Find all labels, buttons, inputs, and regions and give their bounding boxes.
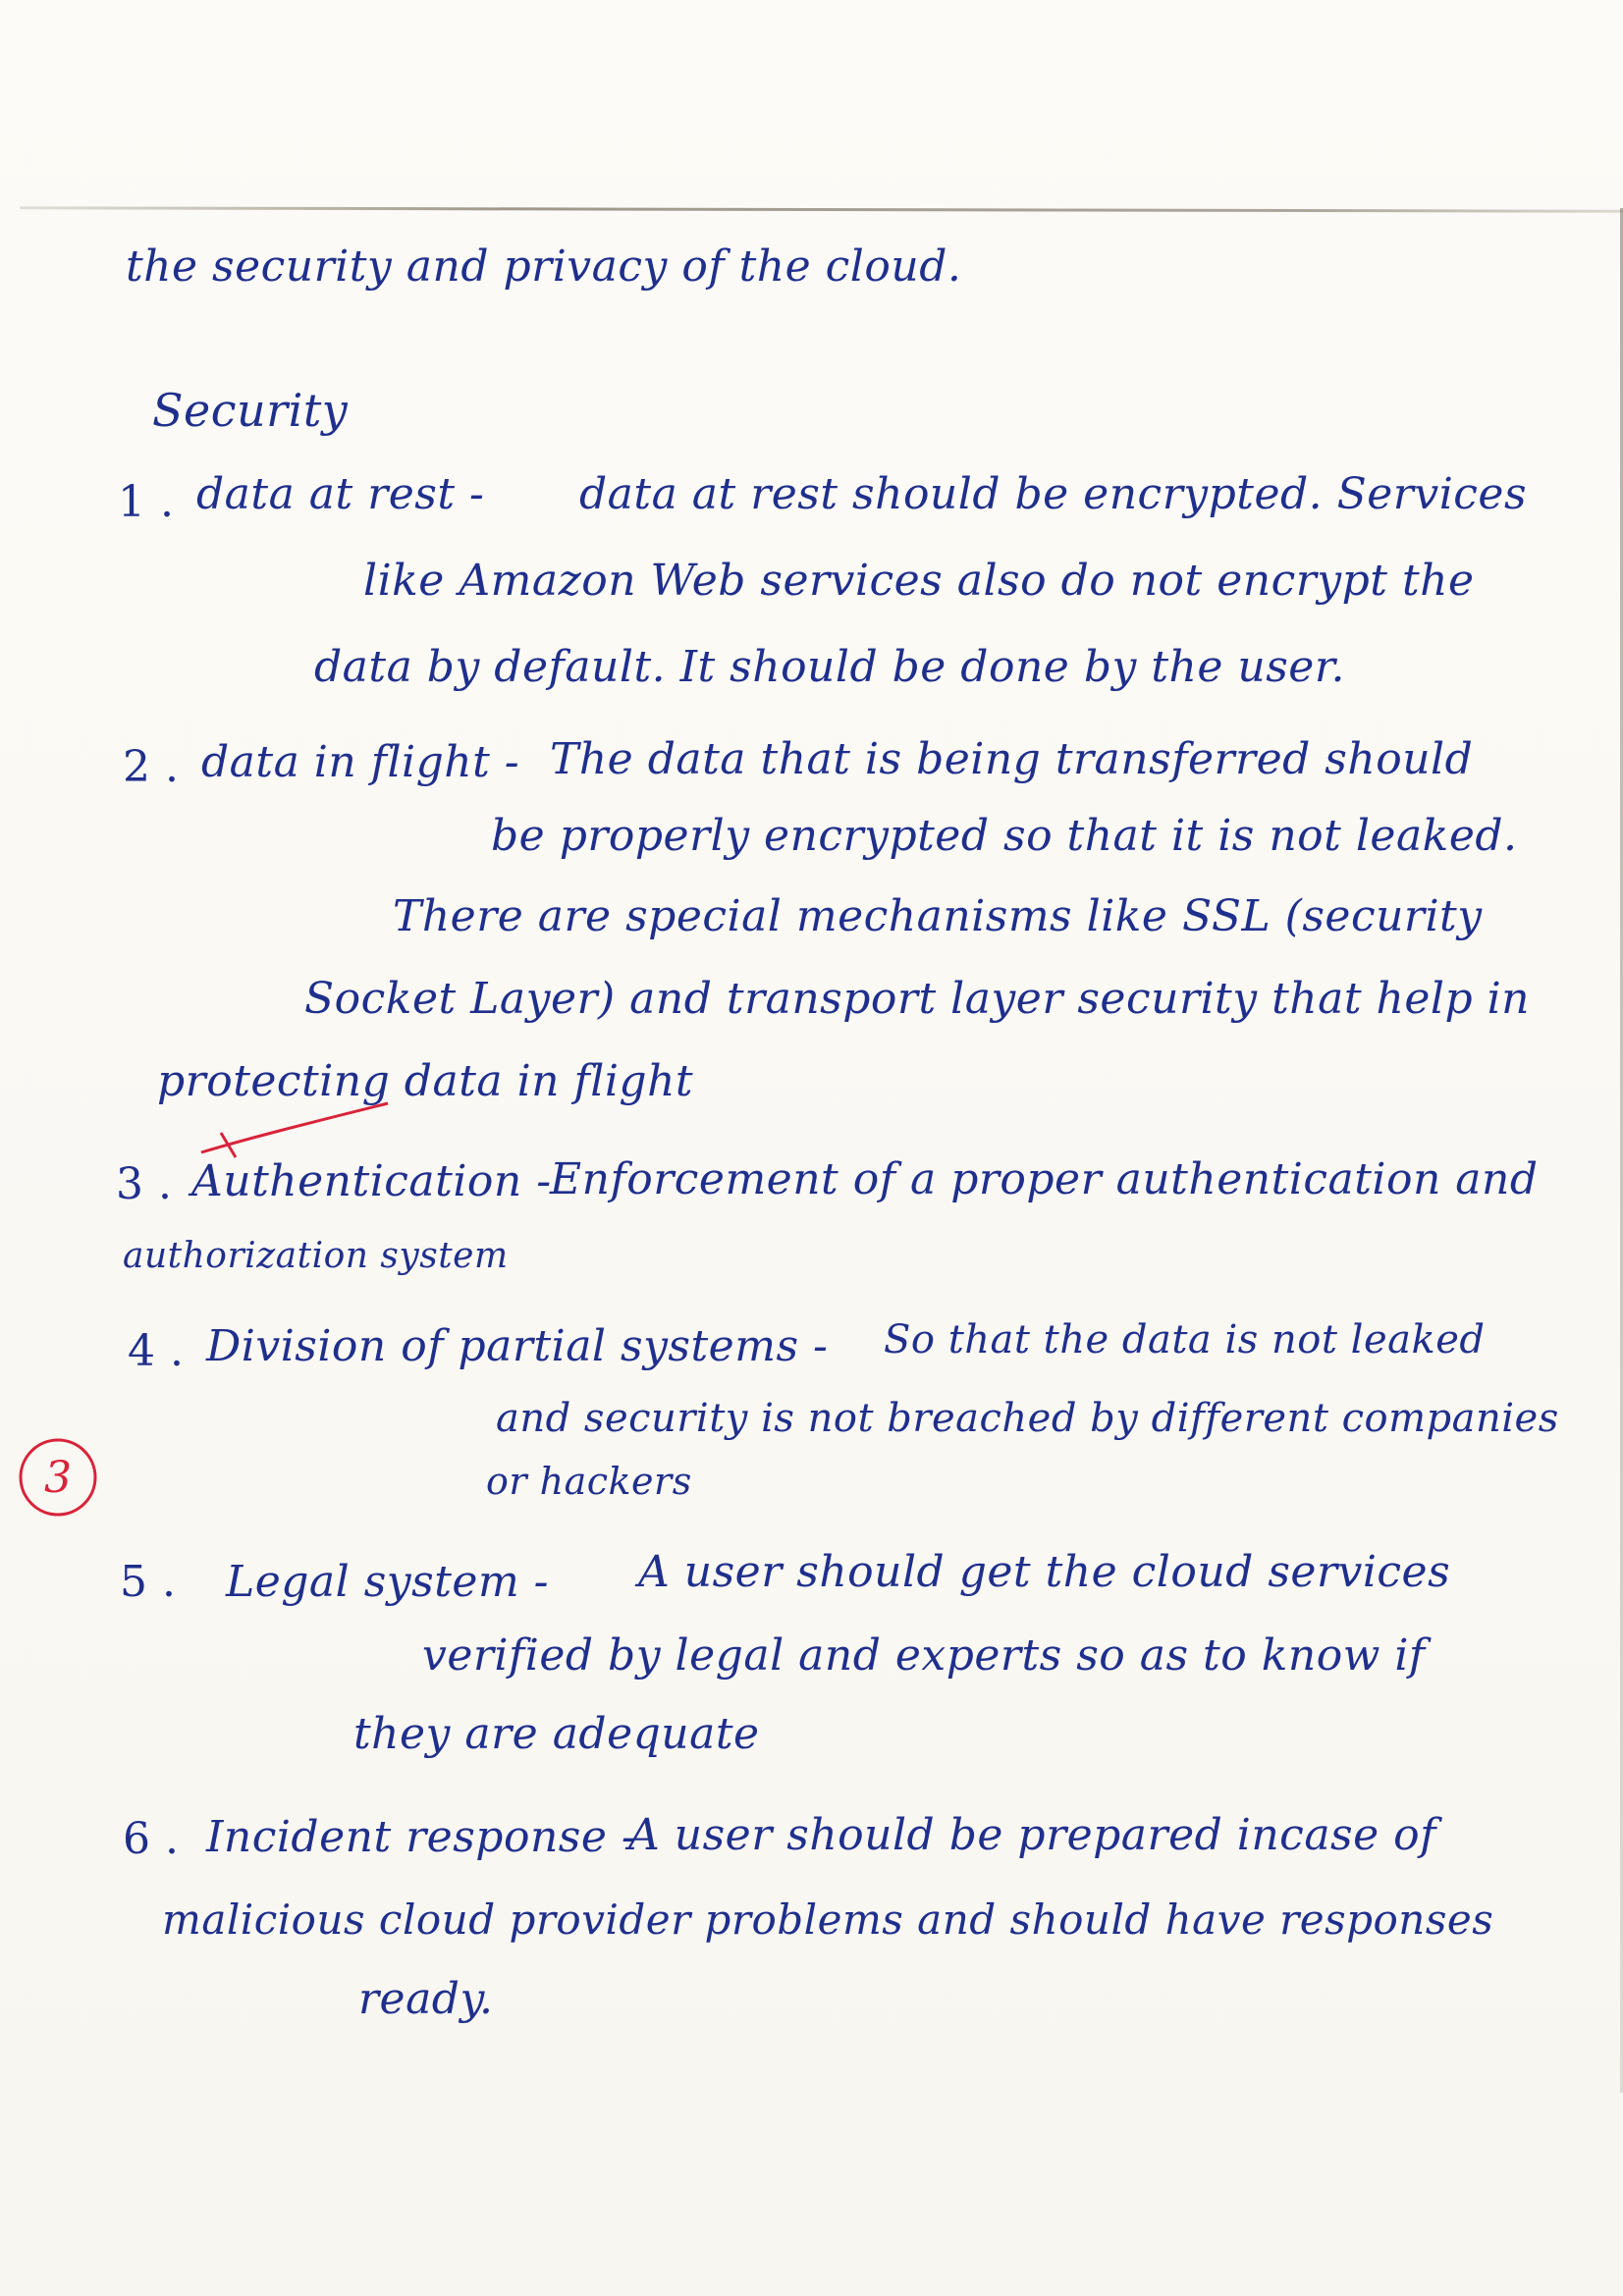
item-5-title: Legal system - bbox=[226, 1557, 550, 1607]
item-4-line-3: or hackers bbox=[486, 1460, 692, 1503]
item-4-number: 4 . bbox=[128, 1326, 185, 1376]
item-1-number: 1 . bbox=[118, 477, 175, 527]
item-2-line-5: protecting data in flight bbox=[157, 1056, 694, 1106]
item-2-title: data in flight - bbox=[201, 737, 520, 787]
item-6-line-2: malicious cloud provider problems and should have responses bbox=[162, 1896, 1494, 1944]
item-5-line-2: verified by legal and experts so as to know if bbox=[422, 1630, 1426, 1681]
intro-line: the security and privacy of the cloud. bbox=[126, 241, 962, 292]
item-5-line-1: A user should get the cloud services bbox=[638, 1547, 1451, 1597]
item-6-title: Incident response - bbox=[206, 1812, 637, 1862]
item-5-number: 5 . bbox=[120, 1557, 177, 1607]
item-3-line-1: Enforcement of a proper authentication and bbox=[550, 1154, 1539, 1204]
page-top-rule bbox=[20, 206, 1623, 212]
item-4-line-1: So that the data is not leaked bbox=[884, 1317, 1486, 1362]
item-6-line-1: A user should be prepared incase of bbox=[628, 1810, 1436, 1860]
item-1-line-1: data at rest should be encrypted. Services bbox=[579, 469, 1528, 519]
item-6-line-3: ready. bbox=[358, 1974, 494, 2024]
item-2-line-3: There are special mechanisms like SSL (security bbox=[393, 891, 1483, 941]
item-5-line-3: they are adequate bbox=[353, 1709, 760, 1759]
item-2-number: 2 . bbox=[123, 742, 180, 792]
item-1-title: data at rest - bbox=[196, 469, 485, 519]
section-heading: Security bbox=[152, 384, 349, 437]
item-2-line-1: The data that is being transferred should bbox=[550, 734, 1474, 784]
item-1-line-2: like Amazon Web services also do not encrypt the bbox=[363, 556, 1475, 606]
item-4-title: Division of partial systems - bbox=[206, 1321, 829, 1371]
item-3-number: 3 . bbox=[116, 1159, 173, 1209]
grade-circle bbox=[14, 1433, 102, 1522]
item-2-line-4: Socket Layer) and transport layer security that help in bbox=[304, 974, 1531, 1024]
item-3-title: Authentication - bbox=[191, 1156, 552, 1206]
grade-mark: 3 bbox=[44, 1453, 72, 1503]
item-1-line-3: data by default. It should be done by the user. bbox=[314, 642, 1346, 692]
item-4-line-2: and security is not breached by different companies bbox=[496, 1396, 1559, 1441]
item-2-line-2: be properly encrypted so that it is not leaked. bbox=[491, 811, 1518, 861]
item-3-line-2: authorization system bbox=[123, 1236, 509, 1276]
item-6-number: 6 . bbox=[123, 1814, 180, 1864]
